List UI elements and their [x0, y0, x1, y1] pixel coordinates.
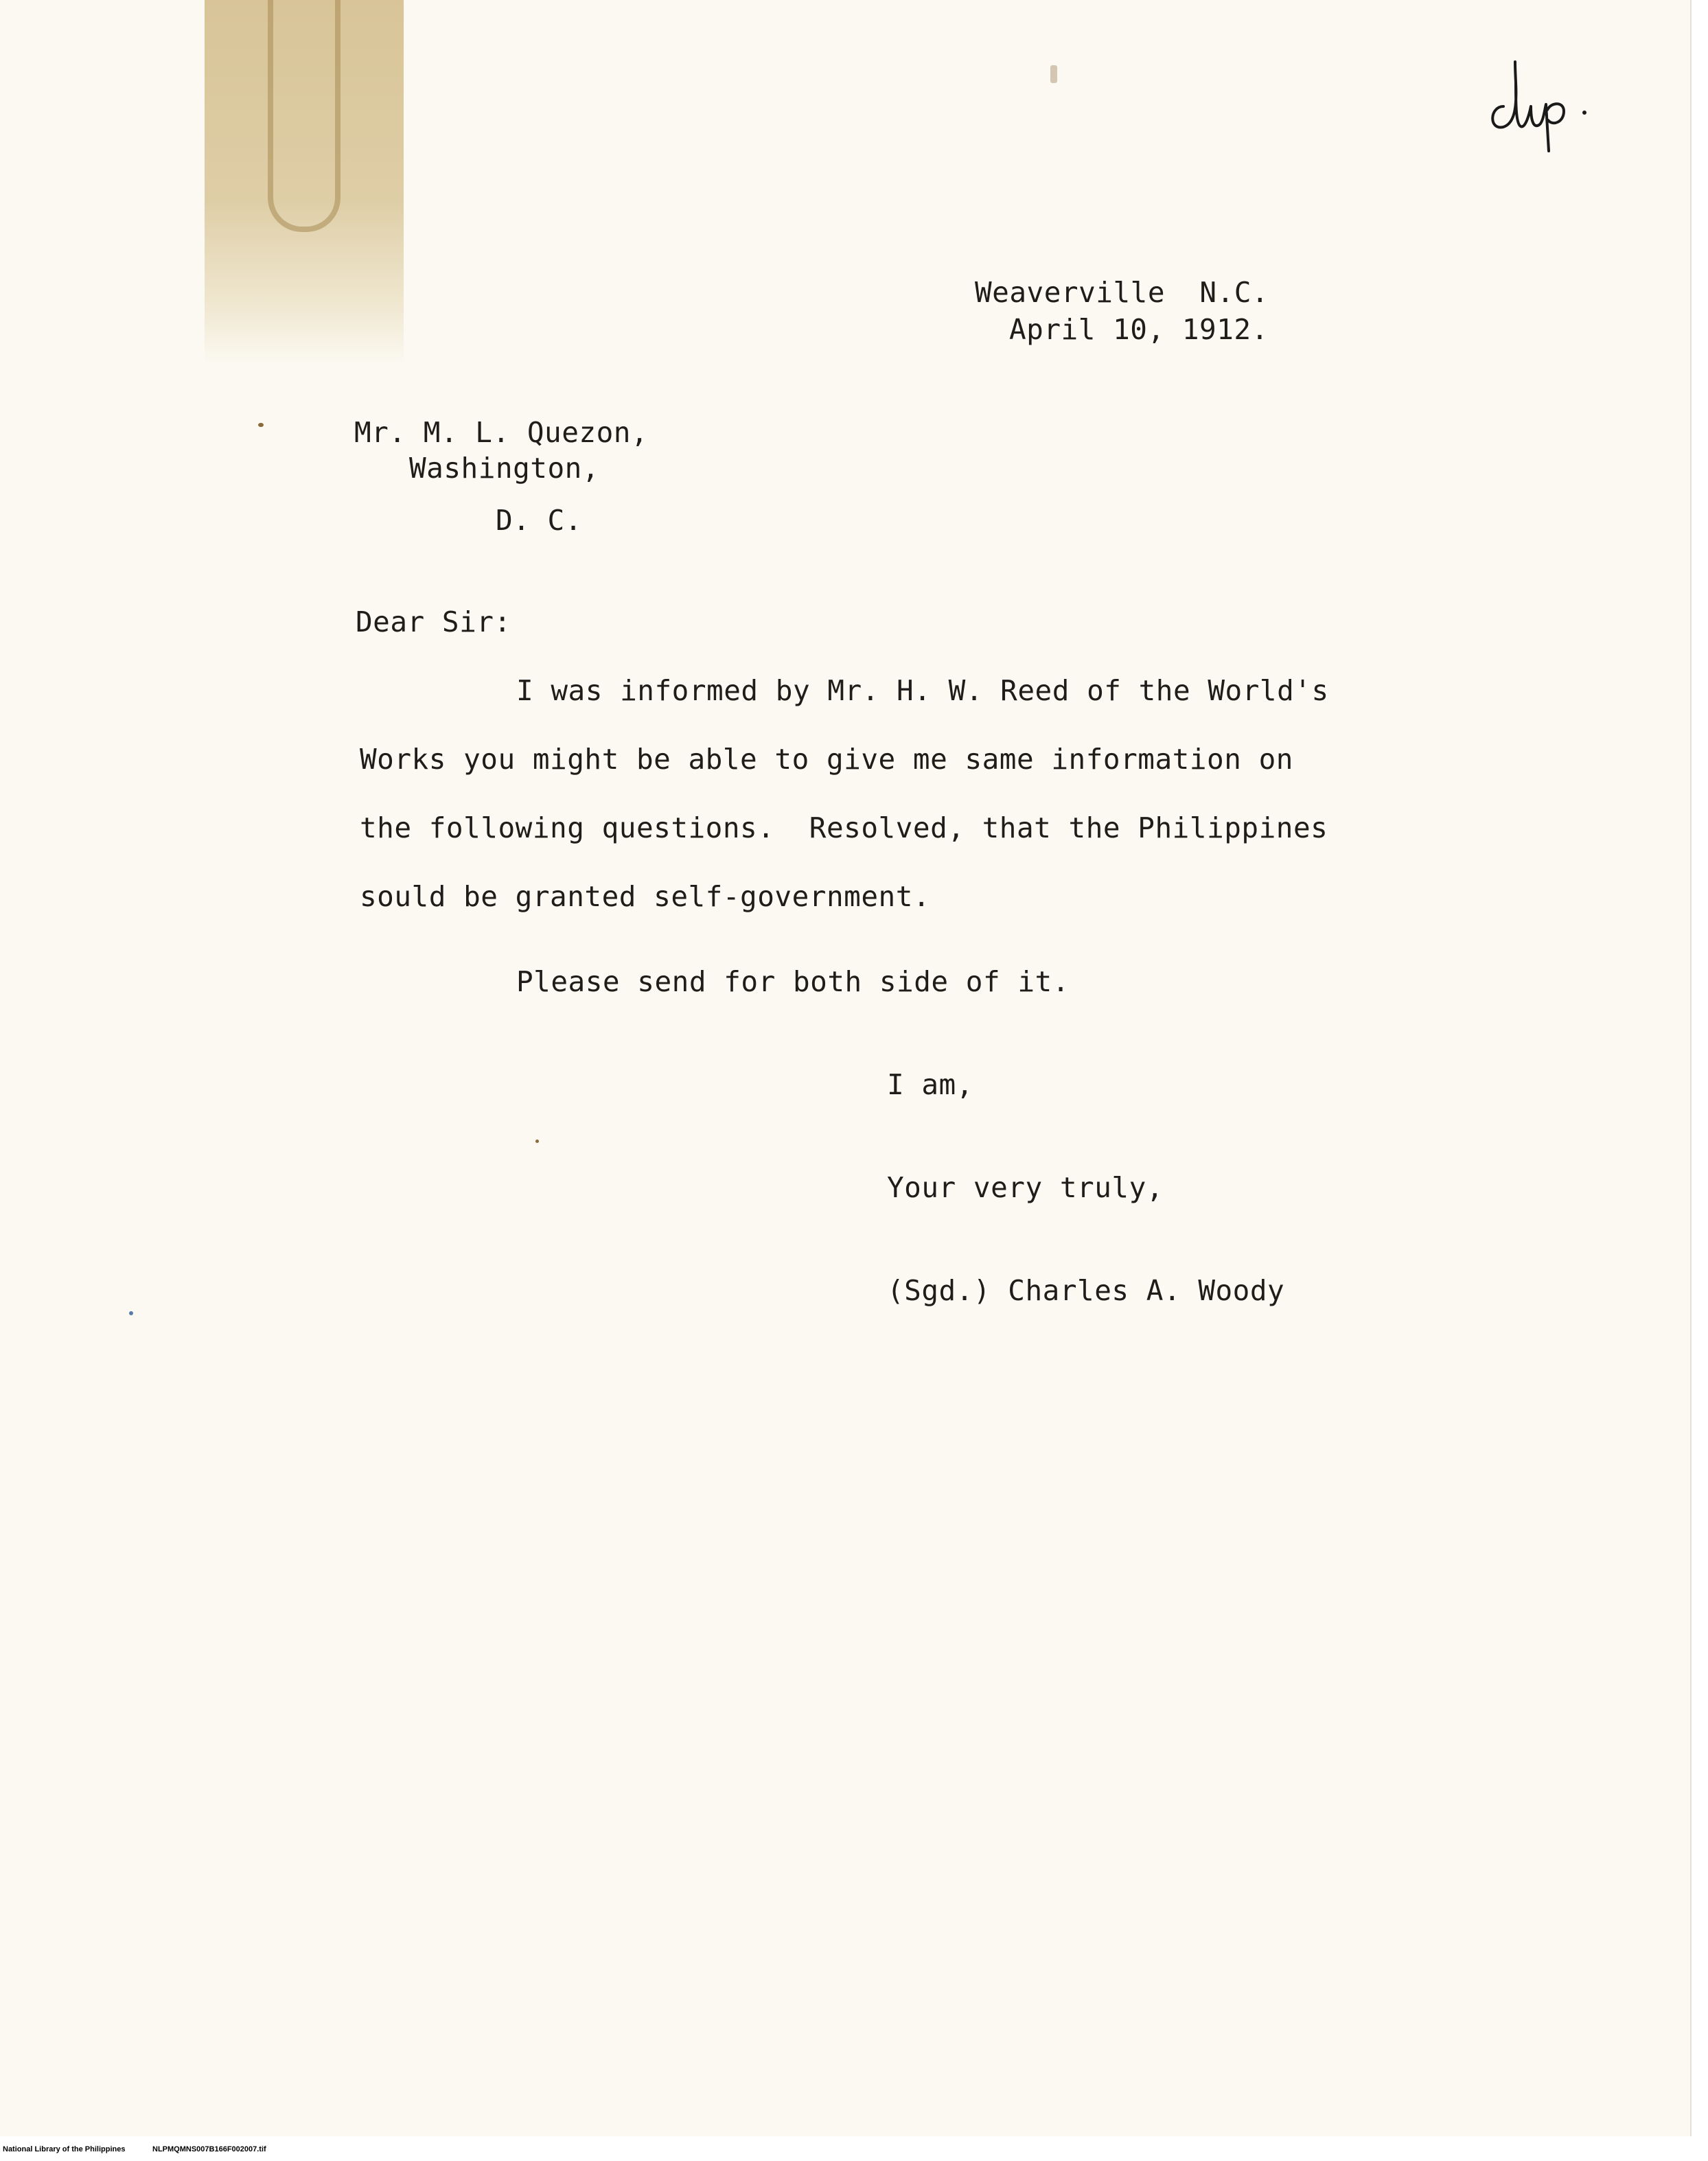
recipient-city: Washington, — [409, 452, 600, 485]
recipient-name: Mr. M. L. Quezon, — [354, 416, 649, 449]
letter-date: April 10, 1912. — [1009, 313, 1269, 346]
body-line: Works you might be able to give me same information on — [360, 743, 1293, 776]
recipient-region: D. C. — [496, 504, 582, 537]
closing-line: Your very truly, — [887, 1171, 1164, 1204]
letter-place: Weaverville N.C. — [975, 276, 1269, 309]
body-line: Please send for both side of it. — [516, 965, 1070, 998]
paper-speck — [129, 1311, 133, 1315]
paper-speck — [258, 423, 264, 427]
body-line: I was informed by Mr. H. W. Reed of the World's — [516, 674, 1329, 707]
footer-file-id: NLPMQMNS007B166F002007.tif — [152, 2145, 266, 2153]
salutation: Dear Sir: — [356, 605, 511, 638]
footer-library: National Library of the Philippines — [3, 2145, 126, 2153]
body-line: sould be granted self-government. — [360, 880, 931, 913]
paperclip-mark — [268, 0, 341, 232]
closing-line: I am, — [887, 1068, 973, 1101]
paper-speck — [1050, 65, 1057, 83]
paper-speck — [535, 1140, 539, 1143]
handwritten-annotation — [1483, 41, 1606, 158]
signature: (Sgd.) Charles A. Woody — [887, 1274, 1285, 1307]
archive-footer — [0, 2140, 1708, 2161]
body-line: the following questions. Resolved, that the Philippines — [360, 811, 1328, 844]
